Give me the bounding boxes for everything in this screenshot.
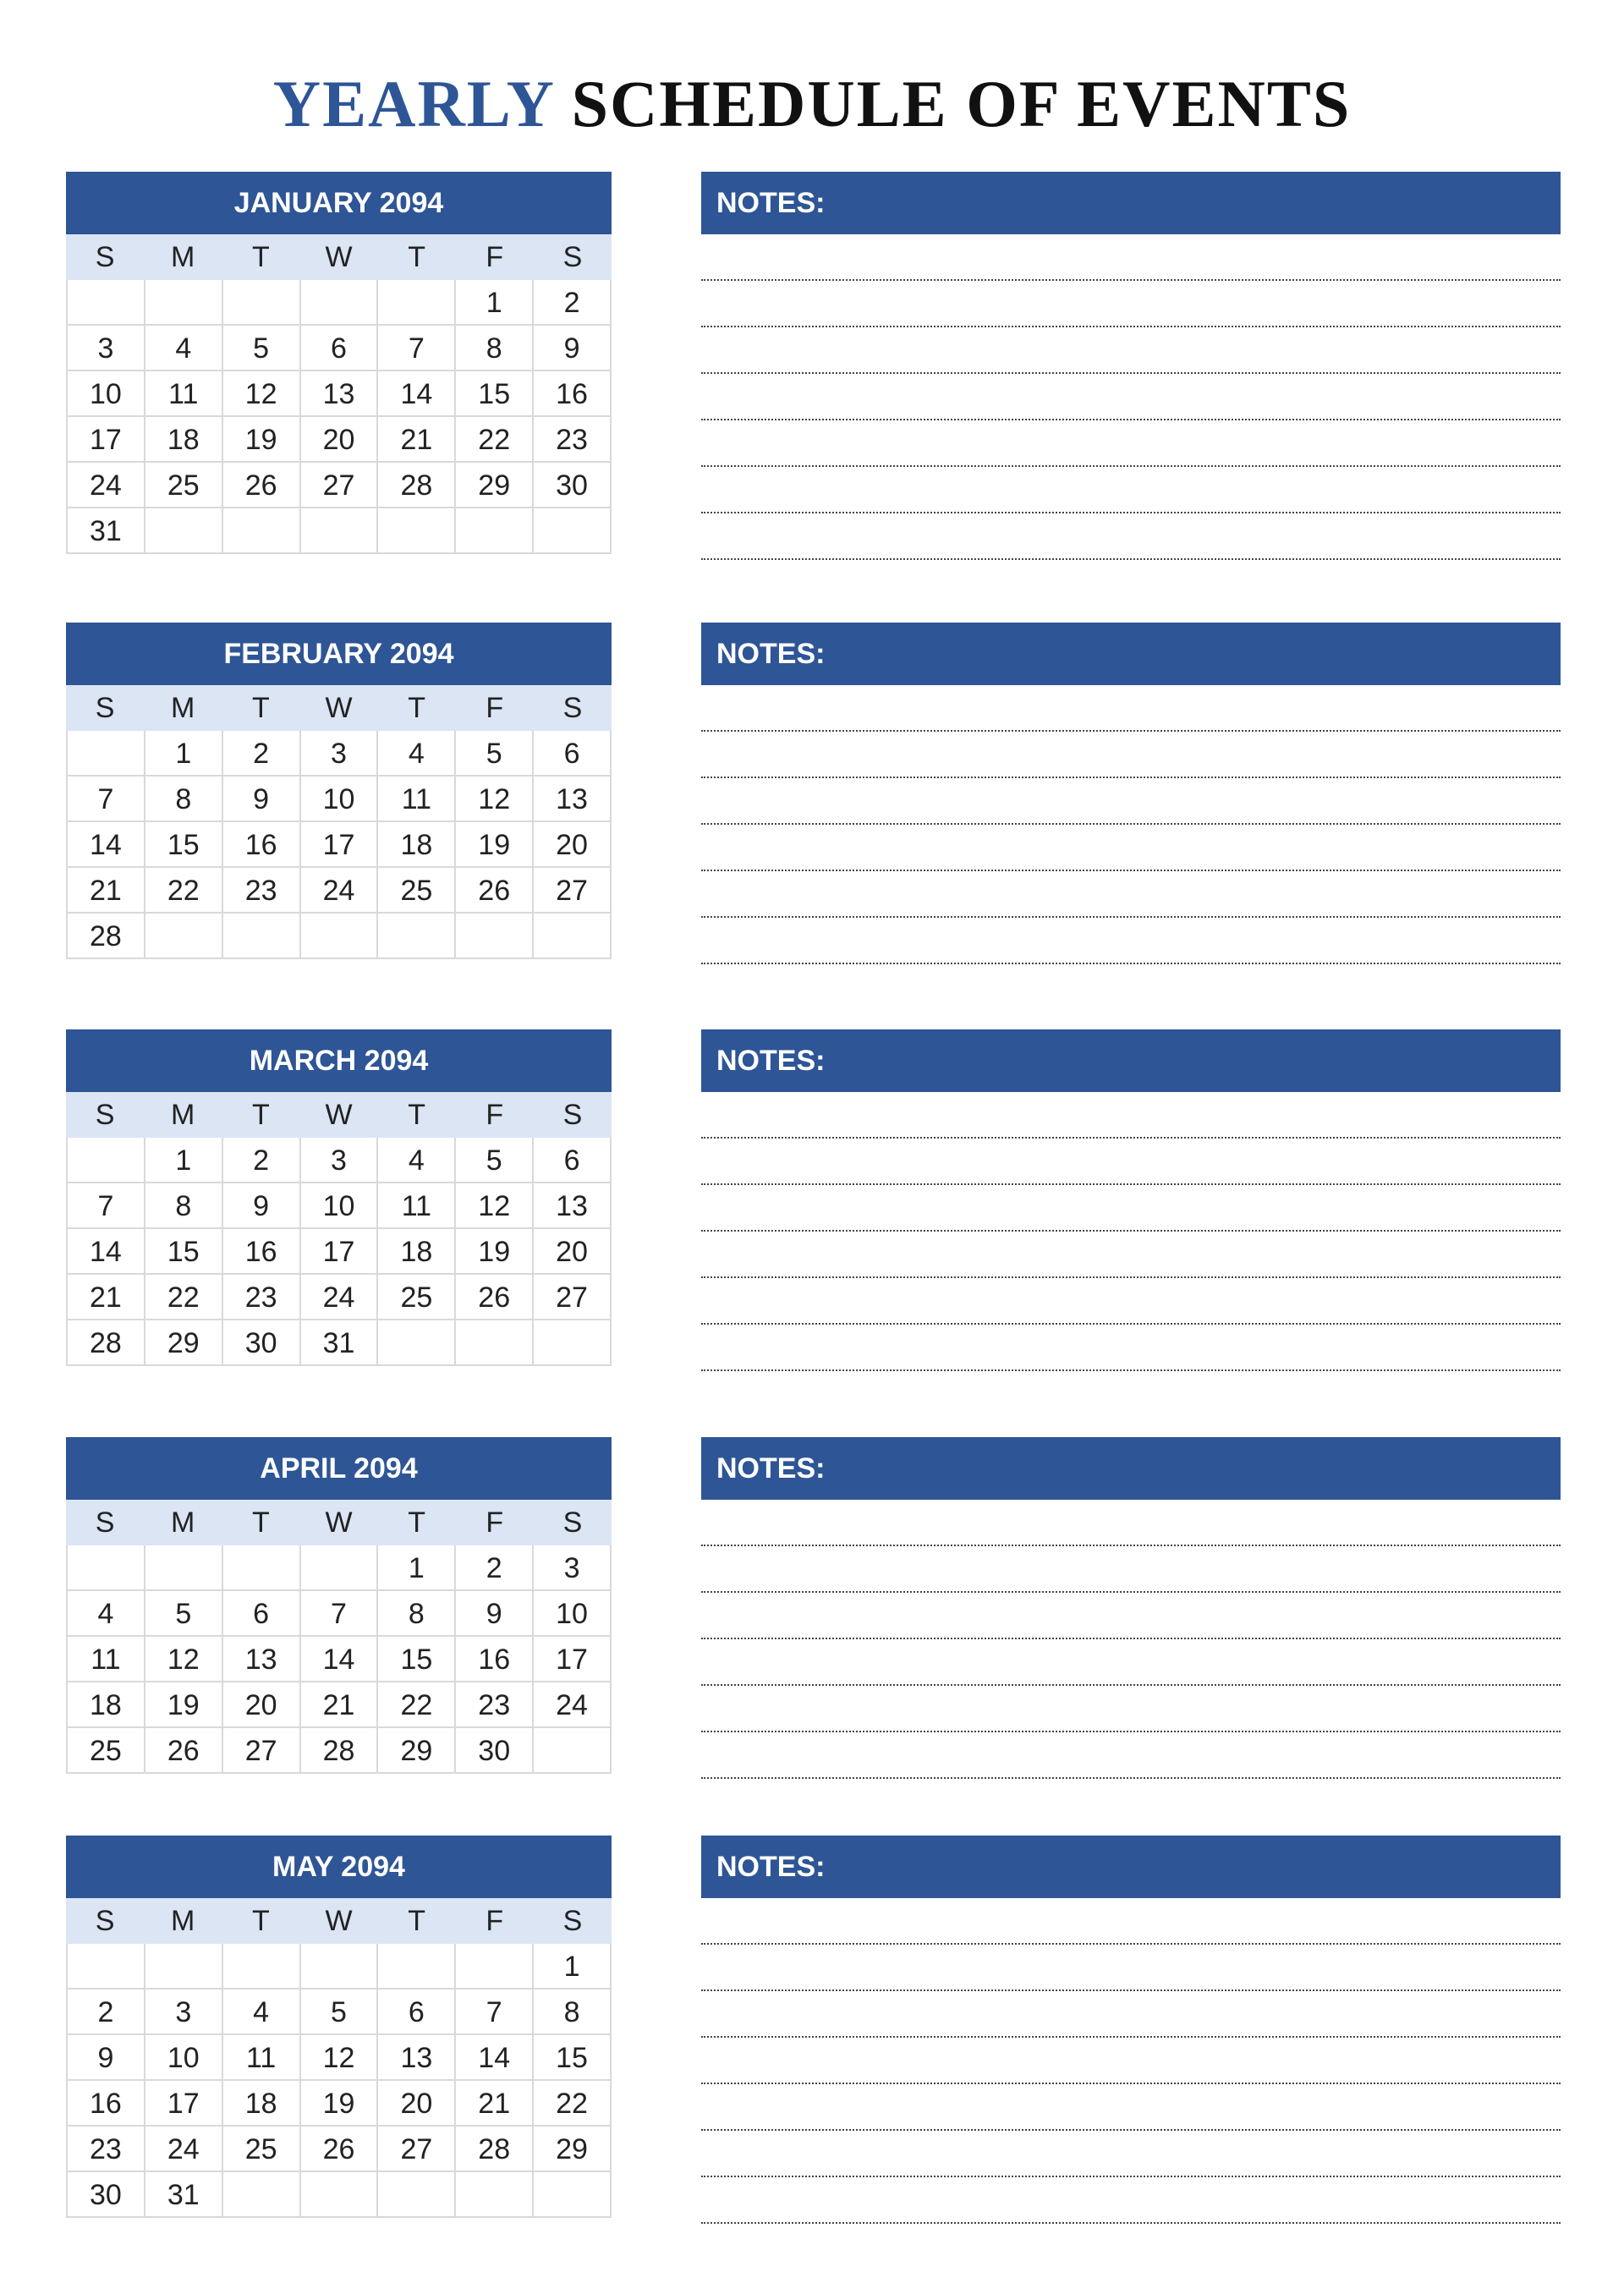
day-cell: 27 (301, 463, 379, 508)
weekday-label: S (562, 241, 583, 273)
note-line[interactable] (701, 732, 1561, 778)
day-cell: 13 (378, 2035, 456, 2081)
day-cell: 18 (378, 822, 456, 868)
weekday-label: M (171, 241, 195, 273)
day-cell: 22 (534, 2081, 612, 2127)
day-cell: 2 (534, 280, 612, 326)
weekday-label: S (562, 1506, 583, 1539)
day-cell: 30 (534, 463, 612, 508)
day-cell: 3 (534, 1545, 612, 1591)
note-line[interactable] (701, 374, 1561, 420)
weekday-label: S (562, 1905, 583, 1937)
month-calendar (66, 172, 612, 554)
note-line[interactable] (701, 1991, 1561, 2038)
weekday-label: S (95, 1099, 115, 1131)
day-cell: 8 (145, 1183, 223, 1229)
day-cell: 16 (223, 822, 301, 868)
day-grid (66, 731, 612, 959)
day-cell (223, 1944, 301, 1989)
day-cell: 9 (534, 326, 612, 371)
day-cell (378, 1944, 456, 1989)
weekday-label: T (251, 1506, 270, 1539)
day-cell: 20 (534, 822, 612, 868)
day-cell: 9 (223, 777, 301, 822)
weekday-label: T (408, 1905, 426, 1937)
day-cell: 10 (301, 1183, 379, 1229)
day-cell: 22 (145, 868, 223, 914)
day-cell (378, 914, 456, 959)
month-calendar (66, 1029, 612, 1366)
day-cell (301, 1944, 379, 1989)
month-calendar (66, 623, 612, 959)
day-cell: 25 (145, 463, 223, 508)
note-line[interactable] (701, 1325, 1561, 1371)
day-cell: 28 (378, 463, 456, 508)
day-cell (378, 508, 456, 554)
day-cell (223, 1545, 301, 1591)
day-cell: 31 (301, 1320, 379, 1366)
month-title: FEBRUARY 2094 (66, 623, 612, 685)
day-cell: 19 (223, 417, 301, 463)
day-cell: 27 (378, 2127, 456, 2172)
day-cell: 12 (223, 371, 301, 417)
day-cell: 3 (68, 326, 145, 371)
day-cell: 3 (145, 1989, 223, 2035)
day-cell: 23 (456, 1682, 534, 1728)
weekday-label: W (325, 241, 353, 273)
note-line[interactable] (701, 467, 1561, 513)
day-cell: 4 (223, 1989, 301, 2035)
note-line[interactable] (701, 825, 1561, 871)
day-cell: 7 (378, 326, 456, 371)
day-cell: 29 (378, 1728, 456, 1774)
weekday-header-row (66, 685, 612, 731)
day-cell: 22 (456, 417, 534, 463)
note-line[interactable] (701, 327, 1561, 374)
day-cell: 10 (301, 777, 379, 822)
weekday-header-row (66, 1092, 612, 1138)
note-line[interactable] (701, 2084, 1561, 2131)
note-line[interactable] (701, 1898, 1561, 1945)
weekday-label: F (486, 241, 504, 273)
day-cell (145, 1944, 223, 1989)
day-cell: 14 (301, 1637, 379, 1682)
month-calendar (66, 1836, 612, 2218)
day-cell: 8 (145, 777, 223, 822)
note-line[interactable] (701, 1546, 1561, 1593)
weekday-label: S (95, 1905, 115, 1937)
notes-panel (701, 1029, 1561, 1371)
day-cell: 1 (145, 1138, 223, 1183)
day-cell: 13 (301, 371, 379, 417)
day-cell: 6 (301, 326, 379, 371)
weekday-label: S (95, 692, 115, 724)
month-title: APRIL 2094 (66, 1437, 612, 1500)
day-cell: 5 (145, 1591, 223, 1637)
day-cell: 12 (145, 1637, 223, 1682)
day-cell: 8 (378, 1591, 456, 1637)
day-cell: 23 (223, 868, 301, 914)
day-cell: 2 (68, 1989, 145, 2035)
day-grid (66, 1545, 612, 1774)
day-cell: 4 (378, 731, 456, 777)
weekday-label: F (486, 692, 504, 724)
day-cell: 16 (68, 2081, 145, 2127)
note-line[interactable] (701, 685, 1561, 732)
day-cell: 3 (301, 1138, 379, 1183)
day-cell: 16 (223, 1229, 301, 1275)
weekday-label: M (171, 1905, 195, 1937)
weekday-label: T (408, 1099, 426, 1131)
day-cell: 3 (301, 731, 379, 777)
day-cell (145, 914, 223, 959)
day-cell: 7 (68, 777, 145, 822)
day-cell (534, 1728, 612, 1774)
month-calendar (66, 1437, 612, 1774)
weekday-label: T (408, 1506, 426, 1539)
weekday-label: F (486, 1905, 504, 1937)
weekday-label: T (251, 241, 270, 273)
day-cell: 25 (378, 1275, 456, 1320)
weekday-label: T (251, 1099, 270, 1131)
note-line[interactable] (701, 281, 1561, 327)
day-cell: 7 (456, 1989, 534, 2035)
weekday-label: T (251, 692, 270, 724)
day-cell: 17 (145, 2081, 223, 2127)
notes-panel (701, 1437, 1561, 1779)
day-cell: 24 (301, 1275, 379, 1320)
month-title: MAY 2094 (66, 1836, 612, 1898)
day-cell: 30 (223, 1320, 301, 1366)
day-cell: 14 (378, 371, 456, 417)
month-title: JANUARY 2094 (66, 172, 612, 234)
weekday-label: W (325, 1506, 353, 1539)
day-cell: 12 (456, 777, 534, 822)
day-cell: 1 (145, 731, 223, 777)
day-cell: 2 (223, 1138, 301, 1183)
day-cell: 20 (378, 2081, 456, 2127)
day-cell: 5 (223, 326, 301, 371)
day-cell: 26 (223, 463, 301, 508)
day-cell: 12 (456, 1183, 534, 1229)
day-cell: 29 (456, 463, 534, 508)
day-cell (378, 2172, 456, 2218)
note-line[interactable] (701, 1139, 1561, 1185)
note-line[interactable] (701, 1500, 1561, 1546)
day-cell: 18 (378, 1229, 456, 1275)
notes-label: NOTES: (701, 623, 1561, 685)
weekday-header-row (66, 1500, 612, 1545)
day-cell (456, 914, 534, 959)
day-cell (68, 1545, 145, 1591)
day-cell (456, 1944, 534, 1989)
note-line[interactable] (701, 1593, 1561, 1639)
day-cell: 7 (301, 1591, 379, 1637)
day-cell: 6 (534, 1138, 612, 1183)
day-cell (145, 280, 223, 326)
note-line[interactable] (701, 1185, 1561, 1232)
day-cell: 20 (301, 417, 379, 463)
day-grid (66, 1944, 612, 2218)
day-cell: 21 (68, 868, 145, 914)
weekday-label: T (251, 1905, 270, 1937)
day-cell: 17 (534, 1637, 612, 1682)
day-cell: 5 (456, 1138, 534, 1183)
day-cell: 25 (223, 2127, 301, 2172)
day-cell: 2 (456, 1545, 534, 1591)
note-line[interactable] (701, 513, 1561, 560)
day-cell: 29 (145, 1320, 223, 1366)
day-cell: 27 (534, 868, 612, 914)
notes-label: NOTES: (701, 1029, 1561, 1092)
day-cell: 19 (456, 1229, 534, 1275)
day-cell (301, 280, 379, 326)
day-cell: 31 (68, 508, 145, 554)
title-accent: YEARLY (272, 67, 554, 140)
day-cell: 21 (378, 417, 456, 463)
day-cell: 15 (145, 822, 223, 868)
note-line[interactable] (701, 1686, 1561, 1732)
day-cell: 30 (68, 2172, 145, 2218)
day-cell: 13 (534, 1183, 612, 1229)
day-cell: 15 (378, 1637, 456, 1682)
notes-panel (701, 623, 1561, 964)
day-cell: 1 (456, 280, 534, 326)
note-line[interactable] (701, 2177, 1561, 2224)
day-cell: 23 (534, 417, 612, 463)
day-cell: 22 (145, 1275, 223, 1320)
day-cell: 26 (456, 868, 534, 914)
day-cell: 28 (68, 914, 145, 959)
day-cell (145, 1545, 223, 1591)
weekday-label: W (325, 692, 353, 724)
day-cell: 9 (223, 1183, 301, 1229)
day-cell: 22 (378, 1682, 456, 1728)
day-cell (68, 1138, 145, 1183)
day-cell (301, 914, 379, 959)
day-cell: 6 (378, 1989, 456, 2035)
note-line[interactable] (701, 2131, 1561, 2177)
note-line[interactable] (701, 1732, 1561, 1779)
day-cell (223, 508, 301, 554)
day-cell: 4 (68, 1591, 145, 1637)
note-line[interactable] (701, 420, 1561, 467)
day-cell (534, 2172, 612, 2218)
day-grid (66, 280, 612, 554)
weekday-label: W (325, 1099, 353, 1131)
day-cell: 29 (534, 2127, 612, 2172)
weekday-label: M (171, 1506, 195, 1539)
notes-label: NOTES: (701, 1437, 1561, 1500)
day-cell: 26 (145, 1728, 223, 1774)
day-cell: 18 (223, 2081, 301, 2127)
day-cell: 19 (456, 822, 534, 868)
day-cell: 21 (301, 1682, 379, 1728)
day-cell: 8 (456, 326, 534, 371)
day-cell (534, 914, 612, 959)
day-cell (68, 731, 145, 777)
day-cell (223, 914, 301, 959)
day-cell: 23 (223, 1275, 301, 1320)
day-cell: 11 (145, 371, 223, 417)
day-cell: 13 (223, 1637, 301, 1682)
day-cell: 24 (534, 1682, 612, 1728)
day-cell: 4 (145, 326, 223, 371)
note-line[interactable] (701, 871, 1561, 918)
weekday-label: S (95, 241, 115, 273)
day-cell (301, 1545, 379, 1591)
day-cell: 18 (68, 1682, 145, 1728)
day-cell: 12 (301, 2035, 379, 2081)
day-cell: 31 (145, 2172, 223, 2218)
note-line[interactable] (701, 1092, 1561, 1139)
day-cell: 21 (68, 1275, 145, 1320)
day-cell: 17 (301, 822, 379, 868)
day-cell (378, 280, 456, 326)
weekday-label: W (325, 1905, 353, 1937)
day-cell (223, 280, 301, 326)
day-cell (301, 2172, 379, 2218)
day-cell: 26 (301, 2127, 379, 2172)
day-cell (456, 508, 534, 554)
weekday-label: S (95, 1506, 115, 1539)
title-rest: SCHEDULE OF EVENTS (571, 67, 1352, 140)
notes-panel (701, 1836, 1561, 2224)
month-title: MARCH 2094 (66, 1029, 612, 1092)
day-cell: 18 (145, 417, 223, 463)
notes-label: NOTES: (701, 1836, 1561, 1898)
day-cell: 17 (301, 1229, 379, 1275)
day-cell (534, 1320, 612, 1366)
day-cell: 28 (456, 2127, 534, 2172)
day-grid (66, 1138, 612, 1366)
day-cell: 19 (301, 2081, 379, 2127)
day-cell: 9 (68, 2035, 145, 2081)
weekday-label: F (486, 1099, 504, 1131)
day-cell: 27 (223, 1728, 301, 1774)
day-cell: 7 (68, 1183, 145, 1229)
weekday-label: M (171, 1099, 195, 1131)
day-cell: 24 (301, 868, 379, 914)
day-cell: 20 (534, 1229, 612, 1275)
weekday-label: F (486, 1506, 504, 1539)
day-cell (534, 508, 612, 554)
weekday-header-row (66, 1898, 612, 1944)
day-cell: 13 (534, 777, 612, 822)
day-cell: 14 (68, 1229, 145, 1275)
day-cell: 2 (223, 731, 301, 777)
day-cell: 26 (456, 1275, 534, 1320)
day-cell: 16 (456, 1637, 534, 1682)
day-cell: 11 (68, 1637, 145, 1682)
day-cell: 11 (378, 1183, 456, 1229)
note-line[interactable] (701, 2038, 1561, 2084)
day-cell: 11 (223, 2035, 301, 2081)
day-cell: 25 (378, 868, 456, 914)
note-line[interactable] (701, 778, 1561, 825)
note-line[interactable] (701, 918, 1561, 964)
day-cell: 19 (145, 1682, 223, 1728)
day-cell (68, 1944, 145, 1989)
day-cell: 10 (534, 1591, 612, 1637)
day-cell (456, 2172, 534, 2218)
day-cell: 1 (378, 1545, 456, 1591)
weekday-header-row (66, 234, 612, 280)
day-cell (145, 508, 223, 554)
day-cell: 15 (534, 2035, 612, 2081)
day-cell: 6 (534, 731, 612, 777)
day-cell: 5 (456, 731, 534, 777)
day-cell: 17 (68, 417, 145, 463)
note-line[interactable] (701, 1945, 1561, 1991)
day-cell: 24 (145, 2127, 223, 2172)
day-cell: 15 (145, 1229, 223, 1275)
day-cell: 20 (223, 1682, 301, 1728)
day-cell: 9 (456, 1591, 534, 1637)
day-cell: 8 (534, 1989, 612, 2035)
day-cell: 14 (456, 2035, 534, 2081)
day-cell: 27 (534, 1275, 612, 1320)
day-cell (223, 2172, 301, 2218)
day-cell: 28 (68, 1320, 145, 1366)
day-cell: 10 (68, 371, 145, 417)
page-title (0, 66, 1624, 142)
day-cell: 10 (145, 2035, 223, 2081)
day-cell: 6 (223, 1591, 301, 1637)
day-cell: 25 (68, 1728, 145, 1774)
weekday-label: S (562, 1099, 583, 1131)
day-cell: 5 (301, 1989, 379, 2035)
day-cell: 24 (68, 463, 145, 508)
note-line[interactable] (701, 1639, 1561, 1686)
weekday-label: T (408, 692, 426, 724)
day-cell: 21 (456, 2081, 534, 2127)
notes-panel (701, 172, 1561, 560)
day-cell: 28 (301, 1728, 379, 1774)
day-cell (68, 280, 145, 326)
notes-label: NOTES: (701, 172, 1561, 234)
note-line[interactable] (701, 1278, 1561, 1325)
weekday-label: M (171, 692, 195, 724)
day-cell: 30 (456, 1728, 534, 1774)
day-cell (456, 1320, 534, 1366)
note-line[interactable] (701, 1232, 1561, 1278)
day-cell: 4 (378, 1138, 456, 1183)
weekday-label: S (562, 692, 583, 724)
day-cell: 15 (456, 371, 534, 417)
day-cell (378, 1320, 456, 1366)
day-cell: 11 (378, 777, 456, 822)
note-line[interactable] (701, 234, 1561, 281)
day-cell: 16 (534, 371, 612, 417)
day-cell: 14 (68, 822, 145, 868)
day-cell: 1 (534, 1944, 612, 1989)
day-cell: 23 (68, 2127, 145, 2172)
weekday-label: T (408, 241, 426, 273)
day-cell (301, 508, 379, 554)
